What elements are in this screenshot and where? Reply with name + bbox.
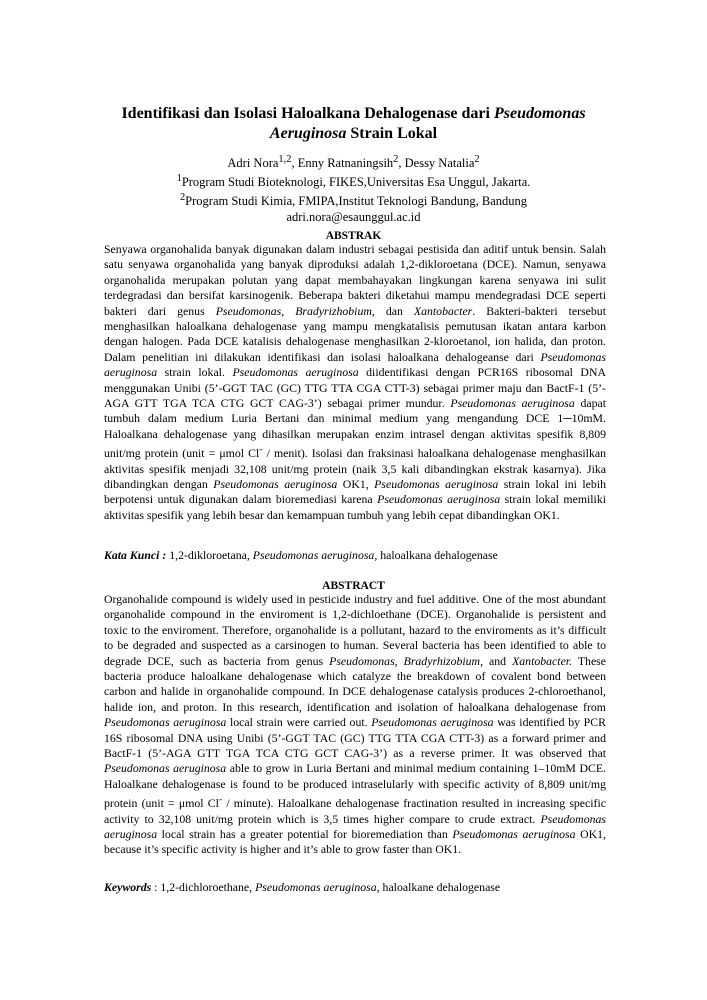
affiliation-1: $^1$Program Studi Bioteknologi, FIKES,Universitas Esa Unggul, Jakarta. xyxy=(176,173,531,190)
abstract-heading: ABSTRACT xyxy=(322,580,385,592)
author-block xyxy=(90,152,617,225)
author-email: adri.nora@esaunggul.ac.id xyxy=(286,210,421,225)
affiliation-2: $^2$Program Studi Kimia, FMIPA,Institut Teknologi Bandung, Bandung xyxy=(179,192,528,209)
abstract-body: Organohalide compound is widely used in pesticide industry and fuel additive. One of the most abundant organohalide compound in the enviroment is 1,2-dichloethane (DCE). Organohalide is persistent and toxic to the enviroment. Therefore, organohalide is a pollutant, hazard to the enviroments as it’s difficult to be degraded and suspected as a carsinogen to human. Several bacteria has been identified to able to degrade DCE, such as bacteria from genus Pseudomonas, Bradyrhizobium, and Xantobacter. These bacteria produce haloalkane dehalogenase which catalyze the breakdown of covalent bond between carbon and halide in organohalide compound. In DCE dehalogenase catalysis produces 2-chloroethanol, halide ion, and proton. In this research, identification and isolation of haloalkana dehalogenase from Pseudomonas aeruginosa local strain were carried out. Pseudomonas aeruginosa was identified by PCR 16S ribosomal DNA using Unibi (5’-GGT TAC (GC) TTG TTA CGA CTT-3) as a forward primer and BactF-1 (5’-AGA GTT TGA TCA CTG GCT CAG-3’) as a reverse primer. It was observed that Pseudomonas aeruginosa able to grow in Luria Bertani and minimal medium containing 1–10mM DCE. Haloalkane dehalogenase is found to be produced intraselularly with specific activity of 8,809 unit/mg protein (unit = μmol Cl- / minute). Haloalkane dehalogenase fractination resulted in increasing specific activity to 32,108 unit/mg protein which is 3,5 times higher compare to crude extract. Pseudomonas aeruginosa local strain has a greater potential for bioremediation than Pseudomonas aeruginosa OK1, because it’s specific activity is higher and it’s able to grow faster than OK1. xyxy=(104,592,607,857)
author-list: Adri Nora$^{1,2}$, Enny Ratnaningsih$^2$, Dessy Natalia$^2$ xyxy=(227,154,480,171)
abstrak-heading: ABSTRAK xyxy=(325,230,382,242)
abstrak-body: Senyawa organohalida banyak digunakan dalam industri sebagai pestisida dan aditif untuk bensin. Salah satu senyawa organohalida yang banyak diproduksi adalah 1,2-dikloroetana (DCE). Namun, senyawa organohalida merupakan polutan yang dapat membahayakan lingkungan karena senyawa ini sulit terdegradasi dan bersifat karsinogenik. Beberapa bakteri diketahui mampu mendegradasi DCE seperti bakteri dari genus Pseudomonas, Bradyrizhobium, dan Xantobacter. Bakteri-bakteri tersebut menghasilkan haloalkana dehalogenase yang mampu mengkatalisis pemutusan ikatan antara karbon dengan halogen. Pada DCE katalisis dehalogenase menghasilkan 2-kloroetanol, ion halida, dan proton. Dalam penelitian ini dilakukan identifikasi dan isolasi haloalkana dehalogeanse dari Pseudomonas aeruginosa strain lokal. Pseudomonas aeruginosa diidentifikasi dengan PCR16S ribosomal DNA menggunakan Unibi (5’-GGT TAC (GC) TTG TTA CGA CTT-3) sebagai primer maju dan BactF-1 (5’-AGA GTT TGA TCA CTG GCT CAG-3’) sebagai primer mundur. Pseudomonas aeruginosa dapat tumbuh dalam medium Luria Bertani dan minimal medium yang mengandung DCE 1─10mM. Haloalkana dehalogenase yang dihasilkan merupakan enzim intrasel dengan aktivitas spesifik 8,809 unit/mg protein (unit = μmol Cl- / menit). Isolasi dan fraksinasi haloalkana dehalogenase menghasilkan aktivitas spesifik menjadi 32,108 unit/mg protein (naik 3,5 kali dibandingkan ekstrak kasarnya). Jika dibandingkan dengan Pseudomonas aeruginosa OK1, Pseudomonas aeruginosa strain lokal ini lebih berpotensi untuk digunakan dalam bioremediasi karena Pseudomonas aeruginosa strain lokal memiliki aktivitas spesifik yang lebih besar dan kemampuan tumbuh yang lebih cepat dibandingkan OK1. xyxy=(104,242,607,522)
kata-kunci: Kata Kunci : 1,2-dikloroetana, Pseudomonas aeruginosa, haloalkana dehalogenase xyxy=(104,548,498,562)
keywords: Keywords : 1,2-dichloroethane, Pseudomonas aeruginosa, haloalkane dehalogenase xyxy=(104,880,501,894)
paper-title: Identifikasi dan Isolasi Haloalkana Dehalogenase dari Pseudomonas Aeruginosa Strain Lokal xyxy=(121,105,586,142)
